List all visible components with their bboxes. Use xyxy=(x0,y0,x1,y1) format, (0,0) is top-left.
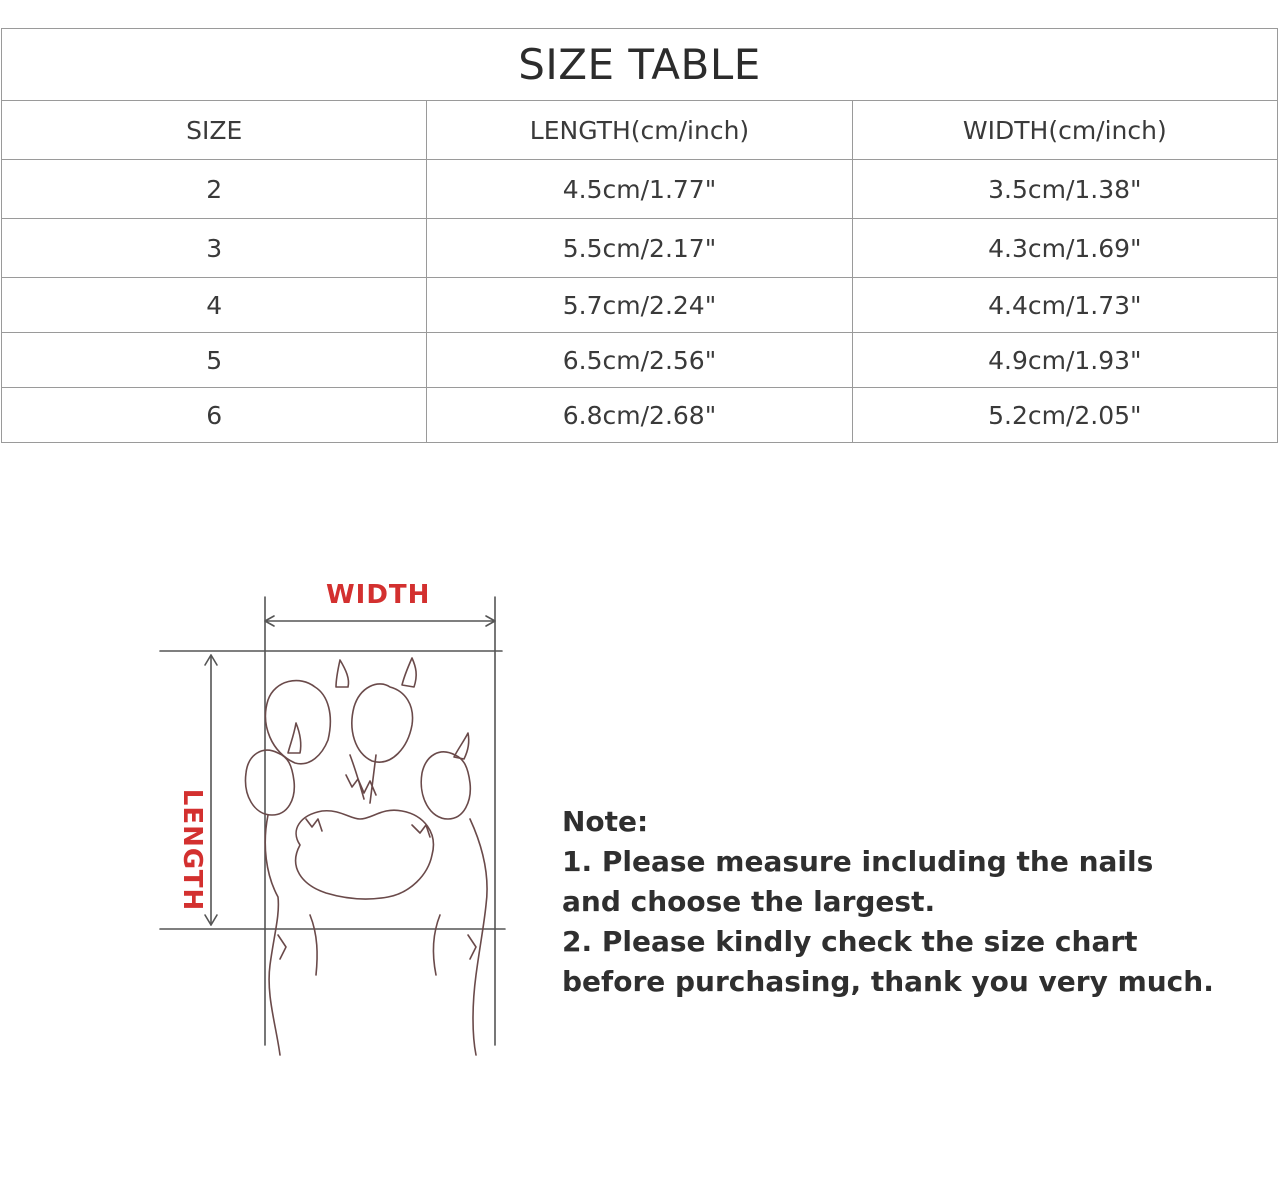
width-label: WIDTH xyxy=(326,580,431,610)
size-cell: 3 xyxy=(2,219,427,278)
table-title: SIZE TABLE xyxy=(2,29,1278,101)
measurement-note xyxy=(562,802,1252,1002)
paw-sketch xyxy=(246,658,488,1055)
size-table xyxy=(1,28,1278,443)
note-line: and choose the largest. xyxy=(562,885,936,918)
table-row xyxy=(2,160,1278,219)
width-cell: 3.5cm/1.38" xyxy=(852,160,1277,219)
length-cell: 5.7cm/2.24" xyxy=(427,278,852,333)
column-header-size: SIZE xyxy=(2,101,427,160)
column-header-width: WIDTH(cm/inch) xyxy=(852,101,1277,160)
width-cell: 5.2cm/2.05" xyxy=(852,388,1277,443)
table-row xyxy=(2,333,1278,388)
size-cell: 2 xyxy=(2,160,427,219)
length-cell: 4.5cm/1.77" xyxy=(427,160,852,219)
length-cell: 6.8cm/2.68" xyxy=(427,388,852,443)
note-heading: Note: xyxy=(562,805,649,838)
size-cell: 4 xyxy=(2,278,427,333)
table-header-row xyxy=(2,101,1278,160)
length-label: LENGTH xyxy=(177,788,207,912)
size-cell: 5 xyxy=(2,333,427,388)
length-cell: 5.5cm/2.17" xyxy=(427,219,852,278)
paw-measurement-figure xyxy=(150,575,520,1065)
measurement-guides xyxy=(160,597,505,1045)
table-row xyxy=(2,219,1278,278)
width-cell: 4.4cm/1.73" xyxy=(852,278,1277,333)
width-cell: 4.9cm/1.93" xyxy=(852,333,1277,388)
note-line: 2. Please kindly check the size chart xyxy=(562,925,1138,958)
table-row xyxy=(2,278,1278,333)
note-line: 1. Please measure including the nails xyxy=(562,845,1154,878)
table-row xyxy=(2,388,1278,443)
width-cell: 4.3cm/1.69" xyxy=(852,219,1277,278)
length-cell: 6.5cm/2.56" xyxy=(427,333,852,388)
note-line: before purchasing, thank you very much. xyxy=(562,965,1214,998)
size-cell: 6 xyxy=(2,388,427,443)
column-header-length: LENGTH(cm/inch) xyxy=(427,101,852,160)
